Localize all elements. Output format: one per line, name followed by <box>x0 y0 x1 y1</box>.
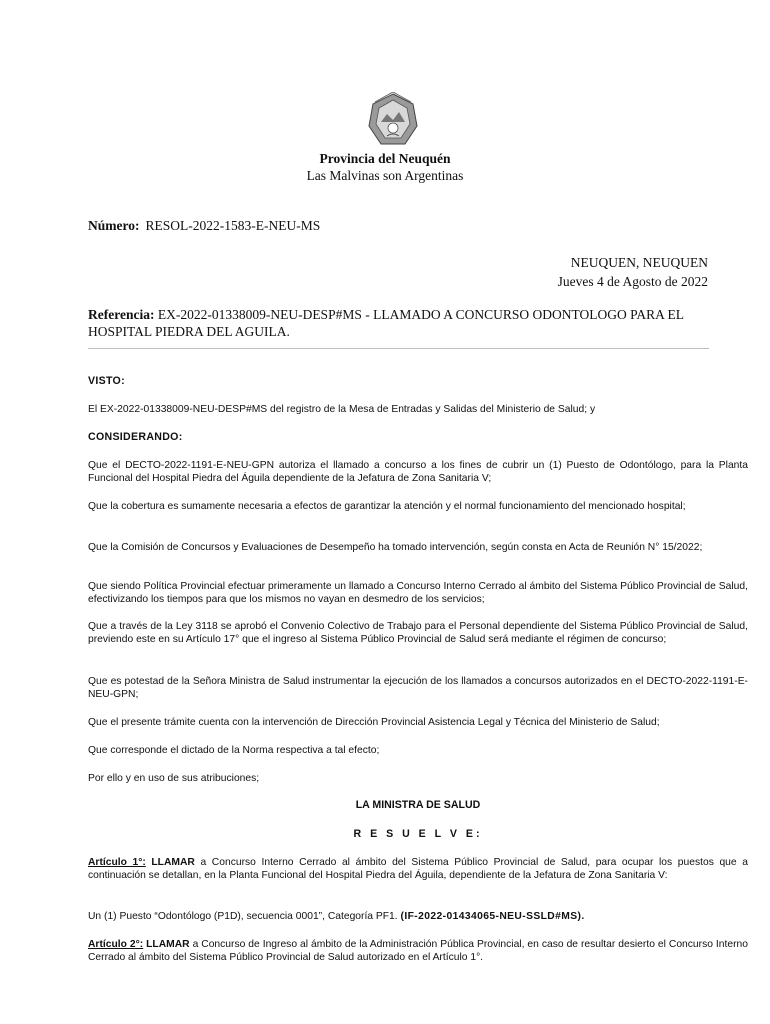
province-subtitle: Las Malvinas son Argentinas <box>306 168 464 183</box>
reference-label: Referencia: <box>88 307 155 322</box>
considerando-paragraph: Que el DECTO-2022-1191-E-NEU-GPN autoriza el llamado a concurso a los fines de cubrir un (1) Puesto de Odontólogo, para la Planta Funcional del Hospital Piedra del Águila dependiente de la Jefatura de Zona Sanitaria V; <box>88 460 748 485</box>
numero-value: RESOL-2022-1583-E-NEU-MS <box>145 218 321 233</box>
considerando-paragraph: Que siendo Política Provincial efectuar primeramente un llamado a Concurso Interno Cerrado al ámbito del Sistema Público Provincial de Salud, efectivizando los tiempos para que los mismos no vayan en desmedro de los servicios; <box>88 581 748 606</box>
articulo-2-verb: LLAMAR <box>146 939 190 950</box>
considerando-paragraph: Que la Comisión de Concursos y Evaluaciones de Desempeño ha tomado intervención, según consta en Acta de Reunión N° 15/2022; <box>88 542 703 553</box>
considerando-heading: CONSIDERANDO: <box>88 431 183 443</box>
articulo-2 <box>88 938 748 965</box>
puesto-line <box>88 910 748 923</box>
considerando-paragraph: Por ello y en uso de sus atribuciones; <box>88 773 260 784</box>
considerando-paragraph: Que la cobertura es sumamente necesaria a efectos de garantizar la atención y el normal funcionamiento del mencionado hospital; <box>88 501 686 512</box>
articulo-1-verb: LLAMAR <box>151 857 195 868</box>
province-title: Provincia del Neuquén <box>319 151 451 166</box>
numero-label: Número: <box>88 218 140 233</box>
visto-heading: VISTO: <box>88 375 125 387</box>
puesto-text: Un (1) Puesto “Odontólogo (P1D), secuencia 0001”, Categoría PF1. <box>88 911 398 922</box>
articulo-1-text: a Concurso Interno Cerrado al ámbito del Sistema Público Provincial de Salud, para ocupar los puestos que a continuación se detallan, en la Planta Funcional del Hospital Piedra del Águila, dependiente de la Jefatura de Zona Sanitaria V: <box>88 857 748 882</box>
authority-line: LA MINISTRA DE SALUD <box>355 799 481 811</box>
location: NEUQUEN, NEUQUEN <box>570 255 708 270</box>
considerando-paragraph: Que el presente trámite cuenta con la intervención de Dirección Provincial Asistencia Legal y Técnica del Ministerio de Salud; <box>88 717 660 728</box>
articulo-2-text: a Concurso de Ingreso al ámbito de la Administración Pública Provincial, en caso de resultar desierto el Concurso Interno Cerrado al ámbito del Sistema Público Provincial de Salud autorizado en el Artículo 1°. <box>88 939 748 964</box>
divider <box>88 348 709 349</box>
resolution-number <box>88 218 320 234</box>
articulo-1-label: Artículo 1°: <box>88 857 146 868</box>
articulo-2-label: Artículo 2°: <box>88 939 144 950</box>
articulo-1 <box>88 856 748 883</box>
provincial-crest-icon <box>367 92 419 148</box>
document-date: Jueves 4 de Agosto de 2022 <box>557 274 708 289</box>
considerando-paragraph: Que a través de la Ley 3118 se aprobó el Convenio Colectivo de Trabajo para el Personal dependiente del Sistema Público Provincial de Salud, previendo este en su Artículo 17° que el ingreso al Sistema Público Provincial de Salud será mediante el régimen de concurso; <box>88 621 748 646</box>
visto-text: El EX-2022-01338009-NEU-DESP#MS del registro de la Mesa de Entradas y Salidas del Ministerio de Salud; y <box>88 404 596 415</box>
puesto-code: (IF-2022-01434065-NEU-SSLD#MS). <box>400 911 585 922</box>
resuelve-heading: R E S U E L V E: <box>353 828 483 840</box>
reference <box>88 306 708 340</box>
considerando-paragraph: Que es potestad de la Señora Ministra de Salud instrumentar la ejecución de los llamados a concursos autorizados en el DECTO-2022-1191-E-NEU-GPN; <box>88 676 748 701</box>
considerando-paragraph: Que corresponde el dictado de la Norma respectiva a tal efecto; <box>88 745 380 756</box>
reference-value: EX-2022-01338009-NEU-DESP#MS - LLAMADO A CONCURSO ODONTOLOGO PARA EL HOSPITAL PIEDRA DEL AGUILA. <box>88 307 684 339</box>
